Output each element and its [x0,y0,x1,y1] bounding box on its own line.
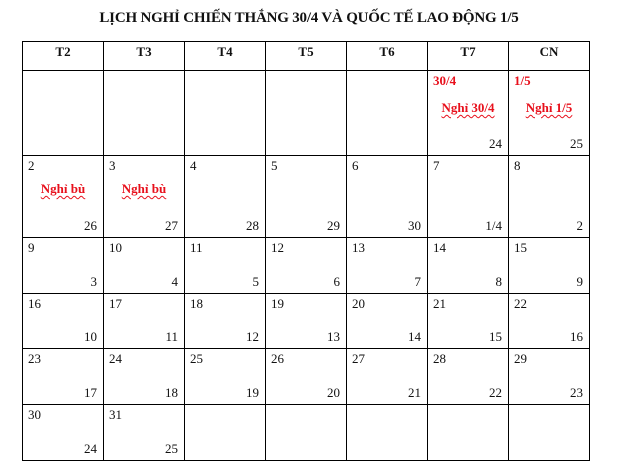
solar-date: 8 [514,158,521,173]
lunar-date: 15 [489,329,502,344]
holiday-note: Nghỉ bù [40,181,86,196]
day-cell [266,238,347,294]
day-cell [509,156,590,238]
lunar-date: 30 [408,218,421,233]
solar-date: 28 [433,351,446,366]
day-cell [266,156,347,238]
solar-date: 22 [514,296,527,311]
empty-cell [347,405,428,461]
day-cell [428,238,509,294]
solar-date: 24 [109,351,122,366]
empty-cell [266,405,347,461]
day-cell [266,349,347,405]
day-cell [185,349,266,405]
empty-cell [185,71,266,156]
page-title: LỊCH NGHỈ CHIẾN THẮNG 30/4 VÀ QUỐC TẾ LAO ĐỘNG 1/5 [99,10,519,26]
lunar-date: 24 [84,441,97,456]
empty-cell [428,405,509,461]
lunar-date: 9 [576,274,583,289]
day-cell [428,294,509,349]
lunar-date: 27 [165,218,178,233]
empty-cell [509,405,590,461]
solar-date: 10 [109,240,122,255]
solar-date: 11 [190,240,203,255]
holiday-note: Nghỉ bù [121,181,167,196]
day-cell [509,238,590,294]
day-cell [23,238,104,294]
empty-cell [185,405,266,461]
week-row [23,156,590,238]
solar-date: 16 [28,296,41,311]
week-row [23,405,590,461]
lunar-date: 7 [414,274,421,289]
solar-date: 25 [190,351,203,366]
solar-date: 15 [514,240,527,255]
lunar-date: 21 [408,385,421,400]
lunar-date: 17 [84,385,97,400]
lunar-date: 4 [171,274,178,289]
solar-date: 17 [109,296,122,311]
day-cell [185,238,266,294]
weekday-header: T2 [23,42,104,71]
solar-date: 6 [352,158,359,173]
day-cell [104,238,185,294]
day-cell [23,156,104,238]
solar-date: 30/4 [433,73,457,88]
solar-date: 3 [109,158,116,173]
day-cell [185,294,266,349]
day-cell [23,294,104,349]
lunar-date: 19 [246,385,259,400]
calendar-table [22,41,590,461]
week-row [23,349,590,405]
lunar-date: 1/4 [485,218,502,233]
week-row [23,294,590,349]
lunar-date: 3 [90,274,97,289]
lunar-date: 8 [495,274,502,289]
empty-cell [347,71,428,156]
day-cell [104,294,185,349]
day-cell [266,294,347,349]
holiday-note: Nghỉ 1/5 [525,100,573,115]
day-cell [509,294,590,349]
lunar-date: 12 [246,329,259,344]
solar-date: 13 [352,240,365,255]
solar-date: 4 [190,158,197,173]
day-cell [347,238,428,294]
lunar-date: 16 [570,329,583,344]
weekday-header: T3 [104,42,185,71]
empty-cell [23,71,104,156]
solar-date: 18 [190,296,203,311]
solar-date: 1/5 [514,73,531,88]
empty-cell [266,71,347,156]
lunar-date: 5 [252,274,259,289]
day-cell [347,349,428,405]
day-cell [428,349,509,405]
solar-date: 23 [28,351,41,366]
weekday-header: T7 [428,42,509,71]
solar-date: 19 [271,296,284,311]
weekday-header: CN [509,42,590,71]
day-cell [347,294,428,349]
lunar-date: 11 [165,329,178,344]
weekday-header: T4 [185,42,266,71]
day-cell [509,71,590,156]
week-row [23,71,590,156]
solar-date: 2 [28,158,35,173]
day-cell [185,156,266,238]
lunar-date: 14 [408,329,421,344]
lunar-date: 23 [570,385,583,400]
lunar-date: 22 [489,385,502,400]
solar-date: 9 [28,240,35,255]
lunar-date: 18 [165,385,178,400]
lunar-date: 2 [576,218,583,233]
day-cell [104,156,185,238]
lunar-date: 29 [327,218,340,233]
lunar-date: 20 [327,385,340,400]
weekday-header: T5 [266,42,347,71]
lunar-date: 25 [570,136,583,151]
day-cell [23,349,104,405]
lunar-date: 10 [84,329,97,344]
solar-date: 27 [352,351,365,366]
lunar-date: 6 [333,274,340,289]
solar-date: 12 [271,240,284,255]
day-cell [428,71,509,156]
solar-date: 5 [271,158,278,173]
weekday-header-row [23,42,590,71]
day-cell [23,405,104,461]
lunar-date: 28 [246,218,259,233]
lunar-date: 26 [84,218,97,233]
lunar-date: 24 [489,136,502,151]
solar-date: 26 [271,351,284,366]
day-cell [104,349,185,405]
lunar-date: 13 [327,329,340,344]
day-cell [509,349,590,405]
solar-date: 7 [433,158,440,173]
lunar-date: 25 [165,441,178,456]
holiday-note: Nghỉ 30/4 [441,100,495,115]
day-cell [428,156,509,238]
week-row [23,238,590,294]
solar-date: 31 [109,407,122,422]
empty-cell [104,71,185,156]
solar-date: 14 [433,240,446,255]
solar-date: 29 [514,351,527,366]
solar-date: 20 [352,296,365,311]
day-cell [347,156,428,238]
solar-date: 30 [28,407,41,422]
weekday-header: T6 [347,42,428,71]
solar-date: 21 [433,296,446,311]
day-cell [104,405,185,461]
